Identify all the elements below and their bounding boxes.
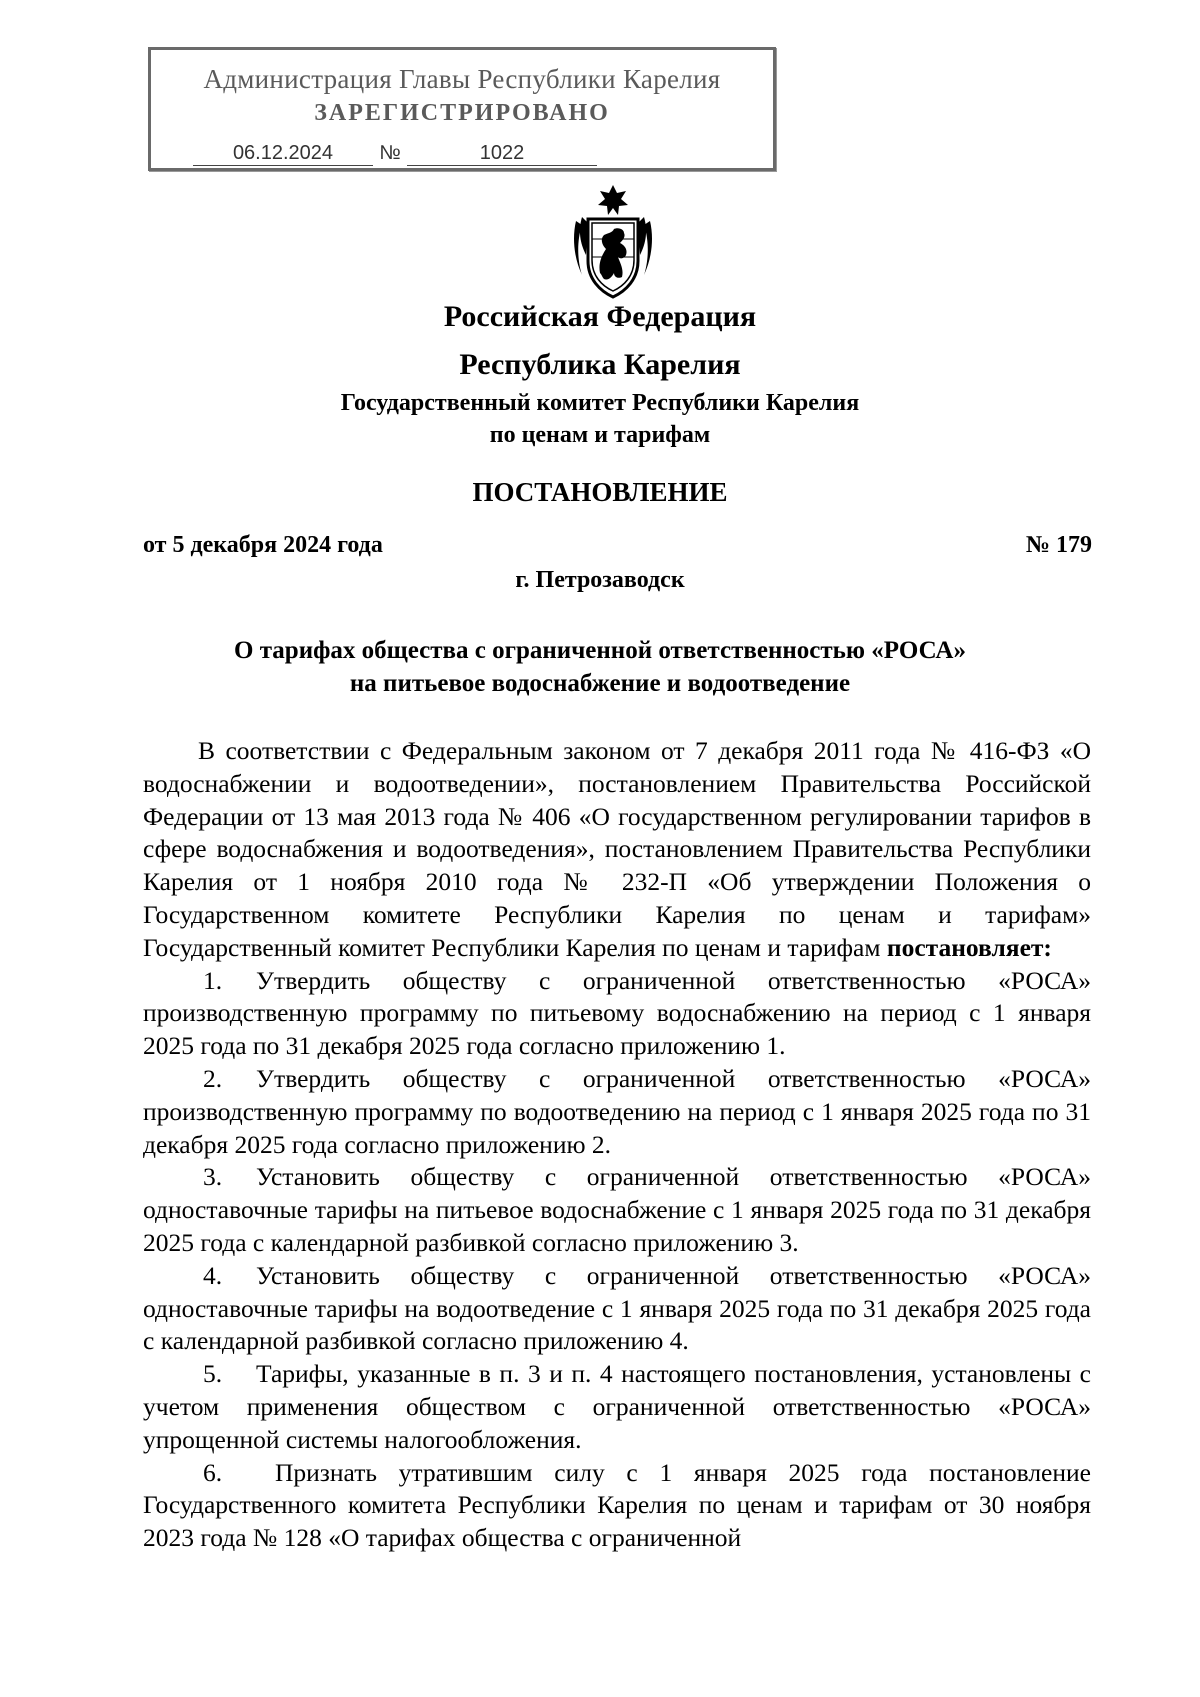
- item-number: 3.: [203, 1162, 223, 1192]
- stamp-date: 06.12.2024: [193, 142, 373, 166]
- list-item: [143, 1063, 1091, 1161]
- list-item: [143, 965, 1091, 1063]
- item-number: 6.: [203, 1457, 223, 1487]
- item-text: Признать утратившим силу с 1 января 2025 года постановление Государственного комитета Республики Карелия по ценам и тарифам от 30 ноября 2023 года № 128 «О тарифах общества с ограниченной: [143, 1457, 1091, 1553]
- heading-federation: Российская Федерация: [443, 300, 757, 333]
- stamp-registration-row: [193, 142, 753, 170]
- decree-city: г. Петрозаводск: [515, 567, 685, 593]
- list-item: [143, 1260, 1091, 1358]
- heading-republic: Республика Карелия: [459, 348, 741, 381]
- stamp-registered: ЗАРЕГИСТРИРОВАНО: [314, 100, 610, 126]
- preamble-text: В соответствии с Федеральным законом от 7 декабря 2011 года № 416-ФЗ «О водоснабжении и водоотведении», постановлением Правительства Российской Федерации от 13 мая 2013 года № 406 «О государственном регулировании тарифов в сфере водоснабжения и водоотведения», постановлением Правительства Республики Карелия от 1 ноября 2010 года № 232-П «Об утверждении Положения о Государственном комитете Республики Карелия по ценам и тарифам» Государственный комитет Республики Карелия по ценам и тарифам: [143, 736, 1091, 962]
- item-number: 2.: [203, 1063, 223, 1093]
- stamp-number: 1022: [407, 142, 597, 166]
- item-number: 4.: [203, 1260, 223, 1290]
- decree-body: [143, 735, 1091, 1555]
- stamp-number-sign: №: [379, 142, 401, 164]
- item-text: Утвердить обществу с ограниченной ответственностью «РОСА» производственную программу по водоотведению на период с 1 января 2025 года по 31 декабря 2025 года согласно приложению 2.: [143, 1063, 1091, 1159]
- registration-stamp: [148, 47, 776, 171]
- decree-title-line1: О тарифах общества с ограниченной ответственностью «РОСА»: [234, 637, 966, 664]
- list-item: [143, 1358, 1091, 1456]
- document-type: ПОСТАНОВЛЕНИЕ: [472, 477, 728, 507]
- preamble-paragraph: [143, 735, 1091, 965]
- list-item: [143, 1161, 1091, 1259]
- item-text: Установить обществу с ограниченной ответственностью «РОСА» одноставочные тарифы на питьевое водоснабжение с 1 января 2025 года по 31 декабря 2025 года с календарной разбивкой согласно приложению 3.: [143, 1162, 1091, 1257]
- item-number: 1.: [203, 965, 223, 995]
- stamp-authority: Администрация Главы Республики Карелия: [203, 64, 721, 94]
- item-text: Утвердить обществу с ограниченной ответственностью «РОСА» производственную программу по питьевому водоснабжению на период с 1 января 2025 года по 31 декабря 2025 года согласно приложению 1.: [143, 965, 1091, 1061]
- decree-number: № 179: [1025, 532, 1092, 558]
- item-text: Тарифы, указанные в п. 3 и п. 4 настоящего постановления, установлены с учетом применения обществом с ограниченной ответственностью «РОСА» упрощенной системы налогообложения.: [143, 1359, 1091, 1454]
- preamble-resolves: постановляет:: [886, 932, 1052, 962]
- decree-title-line2: на питьевое водоснабжение и водоотведение: [349, 670, 851, 697]
- heading-committee-line1: Государственный комитет Республики Карелия: [340, 390, 860, 416]
- karelia-coat-of-arms-icon: [568, 183, 658, 301]
- list-item: [143, 1457, 1091, 1555]
- heading-committee-line2: по ценам и тарифам: [489, 422, 711, 448]
- decree-date: от 5 декабря 2024 года: [143, 532, 383, 558]
- item-number: 5.: [203, 1359, 223, 1389]
- item-text: Установить обществу с ограниченной ответственностью «РОСА» одноставочные тарифы на водоотведение с 1 января 2025 года по 31 декабря 2025 года с календарной разбивкой согласно приложению 4.: [143, 1260, 1091, 1356]
